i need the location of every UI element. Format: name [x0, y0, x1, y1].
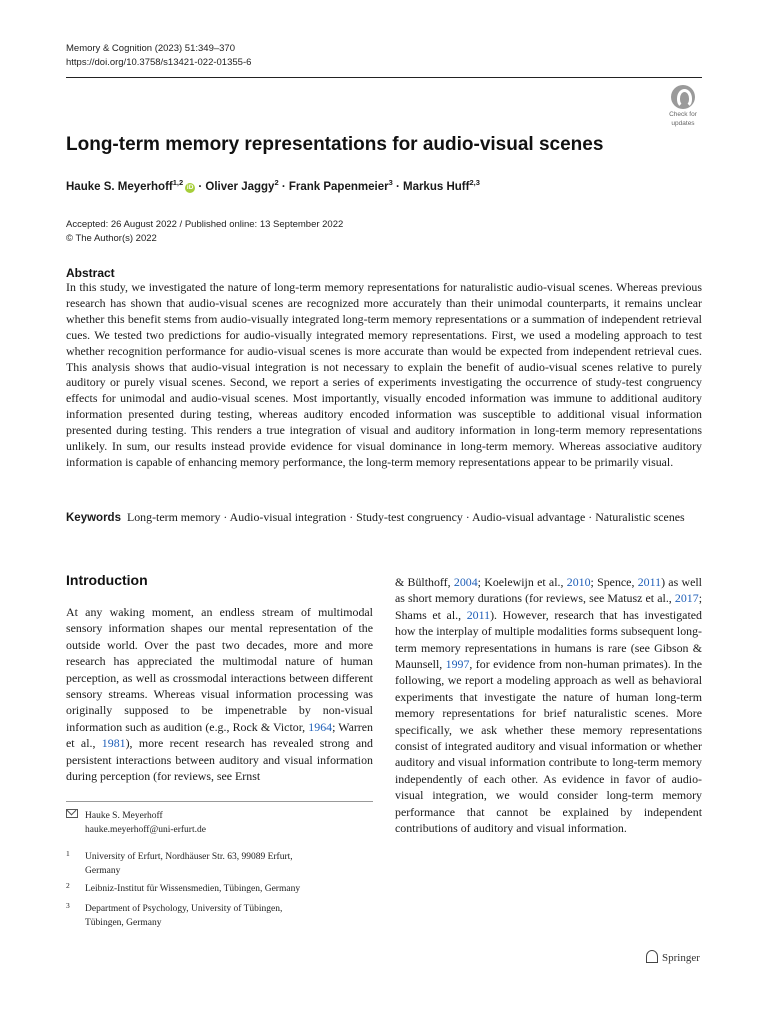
- citation-link[interactable]: 2011: [637, 575, 662, 589]
- publication-dates: [66, 218, 343, 246]
- affiliation-line: Leibniz-Institut für Wissensmedien, Tübingen, Germany: [85, 884, 301, 894]
- author-name[interactable]: Frank Papenmeier: [288, 180, 389, 193]
- author-separator: ·: [278, 180, 289, 193]
- doi-link[interactable]: https://doi.org/10.3758/s13421-022-01355-6: [66, 57, 252, 68]
- author-separator: ·: [195, 180, 206, 193]
- corresponding-author: [66, 809, 206, 837]
- abstract-heading: Abstract: [66, 266, 115, 280]
- author-name[interactable]: Hauke S. Meyerhoff: [66, 180, 173, 193]
- intro-text: ; Spence,: [590, 575, 638, 589]
- author-affiliation-mark: 2: [274, 178, 279, 187]
- intro-text: ), more recent research has revealed strong and persistent interactions between auditory and visual information during perception (for reviews, see Ernst: [66, 736, 373, 784]
- affiliation-2: [66, 882, 366, 896]
- affiliation-number: 3: [66, 901, 70, 910]
- accepted-published-line: Accepted: 26 August 2022 / Published online: 13 September 2022: [66, 219, 344, 230]
- intro-text: ) as well as short memory durations (for reviews, see Matusz et al.,: [395, 575, 702, 606]
- citation-link[interactable]: 1981: [101, 736, 126, 751]
- affiliation-line: Germany: [85, 866, 121, 876]
- journal-citation: Memory & Cognition (2023) 51:349–370: [66, 43, 235, 54]
- intro-text: ; Shams et al.,: [395, 591, 702, 622]
- keywords-text: Long-term memory · Audio-visual integration · Study-test congruency · Audio-visual advantage · Naturalistic scenes: [126, 510, 685, 524]
- intro-text: & Bülthoff,: [395, 575, 454, 589]
- copyright-line: © The Author(s) 2022: [66, 233, 157, 244]
- citation-link[interactable]: 1997: [445, 657, 470, 672]
- citation-link[interactable]: 2017: [674, 591, 699, 606]
- affiliation-3: [66, 902, 366, 930]
- springer-horse-icon: [646, 950, 658, 963]
- orcid-icon[interactable]: iD: [186, 183, 194, 191]
- citation-link[interactable]: 1964: [308, 719, 333, 734]
- keywords-heading: Keywords: [66, 512, 121, 524]
- badge-label-1: Check for: [669, 111, 697, 118]
- journal-header: [66, 42, 251, 70]
- keywords: [66, 510, 702, 527]
- abstract-text: In this study, we investigated the nature of long-term memory representations for naturalistic audio-visual scenes. Whereas previous research has shown that audio-visual scenes are recognized more accurately than their unimodal counterparts, it remains unclear whether this benefit stems from audio-visually integrated long-term memory representations or a summation of independent retrieval cues. We tested two predictions for audio-visually integrated memory representations. First, we used a modeling approach to test whether recognition performance for audio-visual scenes is more accurate than would be expected from independent retrieval cues. This analysis shows that audio-visual integration is not necessary to explain the benefit of audio-visual scenes relative to purely auditory or purely visual scenes. Second, we report a series of experiments investigating the occurrence of study-test congruency effects for unimodal and audio-visual scenes. Most importantly, visually encoded information was immune to additional auditory information presented during testing, whereas auditory encoded information was susceptible to additional visual information presented during testing. This renders a true integration of visual and auditory information in long-term memory representations unlikely. In sum, our results instead provide evidence for visual dominance in long-term memory. Whereas associative auditory information is capable of enhancing memory performance, the long-term memory representations appear to be primarily visual.: [66, 280, 702, 469]
- check-for-updates-badge[interactable]: [664, 85, 702, 127]
- publisher-footer: [646, 950, 700, 964]
- footnote-rule: [66, 801, 373, 802]
- author-name[interactable]: Oliver Jaggy: [205, 180, 275, 193]
- header-rule: [66, 77, 702, 78]
- intro-text: , for evidence from non-human primates). In the following, we report a modeling approach as well as behavioral experiments that investigate the nature of human long-term memory representations for brief naturalistic scenes. More specifically, we ask whether these memory representations consist of integrated auditory and visual information or whether auditory and visual information contribute to long-term memory independently of each other. As evidence in favor of audio-visual integration, we would consider long-term memory performance that cannot be explained by independent contributions of auditory and visual information.: [395, 657, 702, 836]
- author-affiliation-mark: 3: [388, 178, 393, 187]
- intro-text: ). However, research that has investigated how the interplay of multiple modalities forms subsequent long-term memory representations in humans is rare (see Gibson & Maunsell,: [395, 607, 702, 672]
- affiliation-line: Department of Psychology, University of Tübingen,: [85, 904, 283, 914]
- contact-email[interactable]: hauke.meyerhoff@uni-erfurt.de: [85, 825, 206, 835]
- check-updates-icon: [671, 85, 695, 109]
- intro-column-1: [66, 604, 373, 784]
- intro-text: ; Warren et al.,: [66, 719, 373, 751]
- author-name[interactable]: Markus Huff: [402, 180, 470, 193]
- author-list: [66, 178, 480, 193]
- citation-link[interactable]: 2010: [566, 575, 591, 589]
- affiliation-line: University of Erfurt, Nordhäuser Str. 63, 99089 Erfurt,: [85, 852, 293, 862]
- author-separator: ·: [392, 180, 403, 193]
- affiliation-line: Tübingen, Germany: [85, 918, 162, 928]
- envelope-icon: [66, 809, 78, 818]
- contact-name: Hauke S. Meyerhoff: [85, 811, 163, 821]
- author-affiliation-mark: 1,2: [172, 178, 184, 187]
- introduction-heading: Introduction: [66, 572, 148, 588]
- affiliation-number: 2: [66, 881, 70, 890]
- intro-column-2: [395, 574, 702, 837]
- citation-link[interactable]: 2011: [466, 607, 491, 622]
- publisher-name: Springer: [662, 952, 700, 964]
- affiliation-number: 1: [66, 849, 70, 858]
- affiliation-1: [66, 850, 366, 878]
- author-affiliation-mark: 2,3: [469, 178, 480, 187]
- article-title: Long-term memory representations for audio-visual scenes: [66, 134, 604, 155]
- intro-text: ; Koelewijn et al.,: [477, 575, 567, 589]
- badge-label-2: updates: [671, 120, 695, 127]
- intro-text: At any waking moment, an endless stream of multimodal sensory information shapes our mental representation of the outside world. Over the past two decades, more and more research has appreciated the multimodal nature of human perception, as well as crossmodal interactions between different sensory streams. Whereas visual information processing was originally supposed to be impenetrable by non-visual information such as audition (e.g., Rock & Victor,: [66, 605, 373, 734]
- citation-link[interactable]: 2004: [453, 575, 478, 589]
